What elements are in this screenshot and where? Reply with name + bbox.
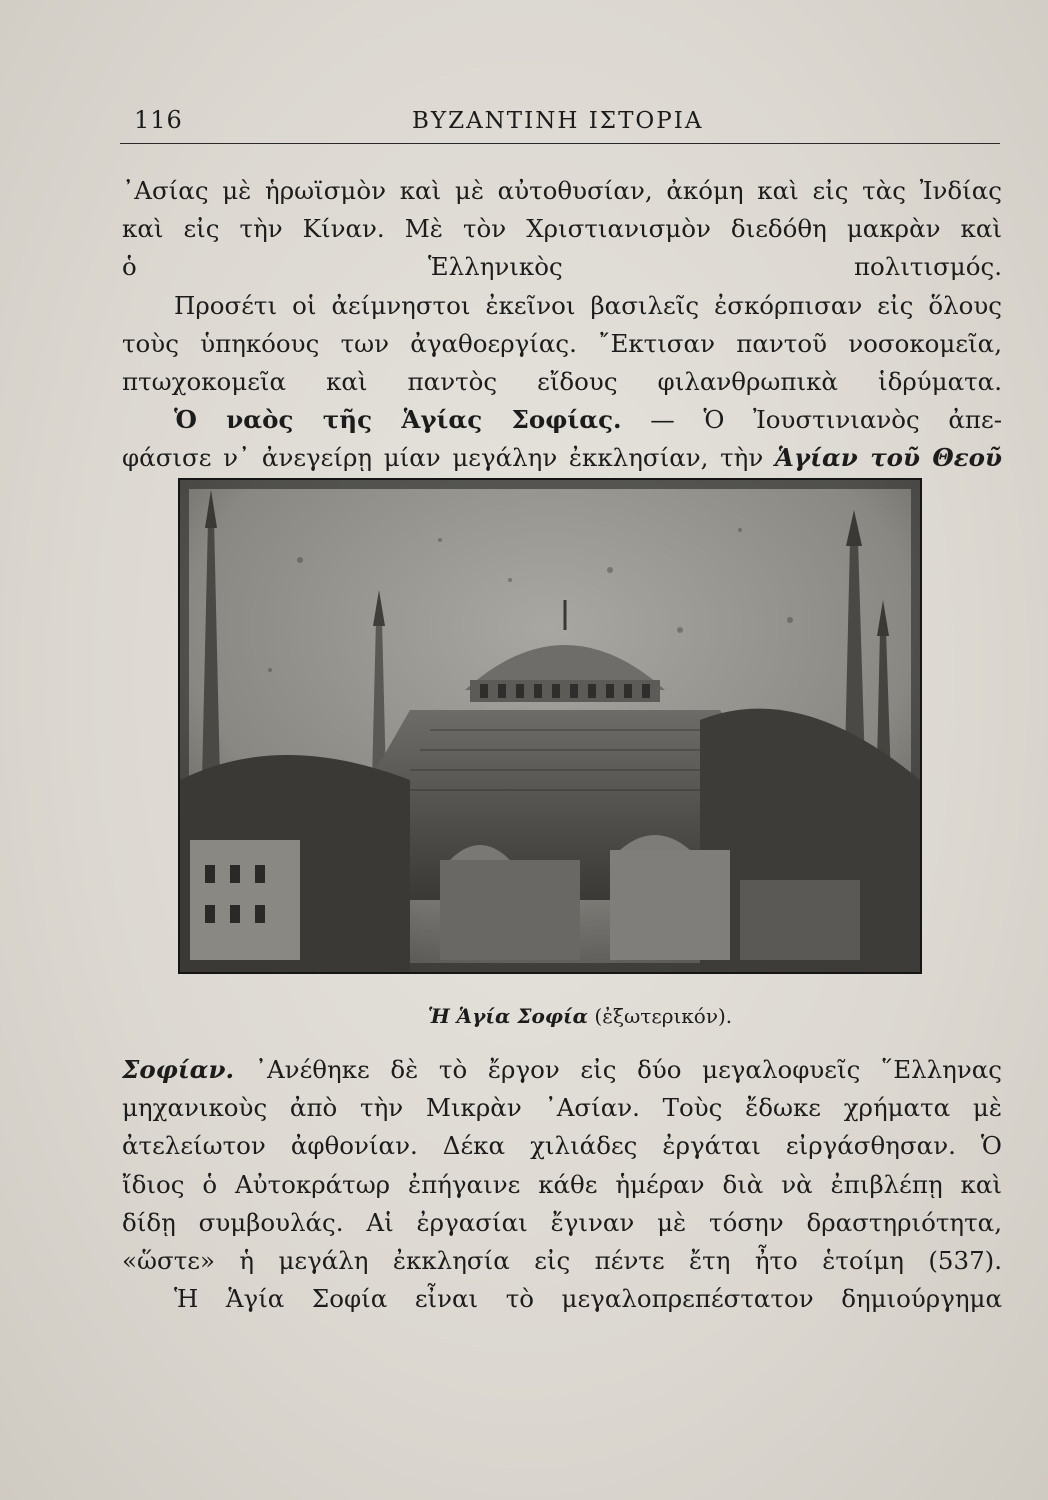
text-block-bottom: [122, 1051, 1002, 1318]
section-heading: Ὁ ναὸς τῆς Ἁγίας Σοφίας.: [174, 405, 622, 435]
text-line: καὶ εἰς τὴν Κίναν. Μὲ τὸν Χριστιανισμὸν διεδόθη μακρὰν καὶ: [122, 214, 1002, 244]
header-rule: [120, 143, 1000, 144]
figure-caption: [300, 1004, 860, 1028]
text-line: ὁ Ἑλληνικὸς πολιτισμός.: [122, 252, 1002, 282]
emphasis-text: Ἁγίαν τοῦ Θεοῦ: [774, 443, 1002, 473]
caption-title: Ἡ Ἁγία Σοφία: [427, 1004, 589, 1028]
paragraph-2: [122, 287, 1002, 402]
text-line: Προσέτι οἱ ἀείμνηστοι ἐκεῖνοι βασιλεῖς ἐσκόρπισαν εἰς ὅλους: [174, 290, 1002, 320]
paragraph-4: [122, 1051, 1002, 1280]
running-title: ΒΥΖΑΝΤΙΝΗ ΙΣΤΟΡΙΑ: [412, 108, 704, 134]
text-block-top: [122, 172, 1002, 478]
text-line: [122, 439, 1002, 477]
paragraph-3: [122, 401, 1002, 477]
photo-illustration: [180, 480, 920, 972]
text-line: μηχανικοὺς ἀπὸ τὴν Μικρὰν ᾿Ασίαν. Τοὺς ἔδωκε χρήματα μὲ: [122, 1093, 1002, 1123]
text-line: τοὺς ὑπηκόους των ἀγαθοεργίας. ῎Εκτισαν παντοῦ νοσοκομεῖα,: [122, 328, 1002, 358]
text-line: «ὥστε» ἡ μεγάλη ἐκκλησία εἰς πέντε ἔτη ἦτο ἑτοίμη (537).: [122, 1245, 1002, 1275]
text-run: — Ὁ Ἰουστινιανὸς ἀπε-: [621, 405, 1002, 435]
text-line: ᾿Ασίας μὲ ἡρωϊσμὸν καὶ μὲ αὐτοθυσίαν, ἀκόμη καὶ εἰς τὰς Ἰνδίας: [122, 176, 1002, 205]
caption-note: (ἐξωτερικόν).: [588, 1004, 733, 1028]
text-line: ἴδιος ὁ Αὐτοκράτωρ ἐπήγαινε κάθε ἡμέραν διὰ νὰ ἐπιβλέπῃ καὶ: [122, 1169, 1002, 1199]
text-line: [122, 1051, 1002, 1089]
page-number: 116: [134, 106, 183, 134]
page-header: [120, 100, 1000, 136]
text-line: Ἡ Ἁγία Σοφία εἶναι τὸ μεγαλοπρεπέστατον δημιούργημα: [174, 1284, 1002, 1314]
text-line: [122, 401, 1002, 439]
paragraph-1: [122, 172, 1002, 287]
photo-hagia-sophia: [178, 478, 922, 974]
text-line: ἀτελείωτον ἀφθονίαν. Δέκα χιλιάδες ἐργάται εἰργάσθησαν. Ὁ: [122, 1131, 1002, 1161]
text-run: φάσισε ν᾿ ἀνεγείρῃ μίαν μεγάλην ἐκκλησίαν, τὴν: [122, 443, 764, 473]
text-line: πτωχοκομεῖα καὶ παντὸς εἴδους φιλανθρωπικὰ ἱδρύματα.: [122, 366, 1002, 396]
text-line: δίδῃ συμβουλάς. Αἱ ἐργασίαι ἔγιναν μὲ τόσην δραστηριότητα,: [122, 1207, 1002, 1237]
paragraph-5: [122, 1280, 1002, 1318]
emphasis-text: Σοφίαν.: [122, 1055, 235, 1084]
text-run: ᾿Ανέθηκε δὲ τὸ ἔργον εἰς δύο μεγαλοφυεῖς ῞Ελληνας: [234, 1055, 1002, 1084]
